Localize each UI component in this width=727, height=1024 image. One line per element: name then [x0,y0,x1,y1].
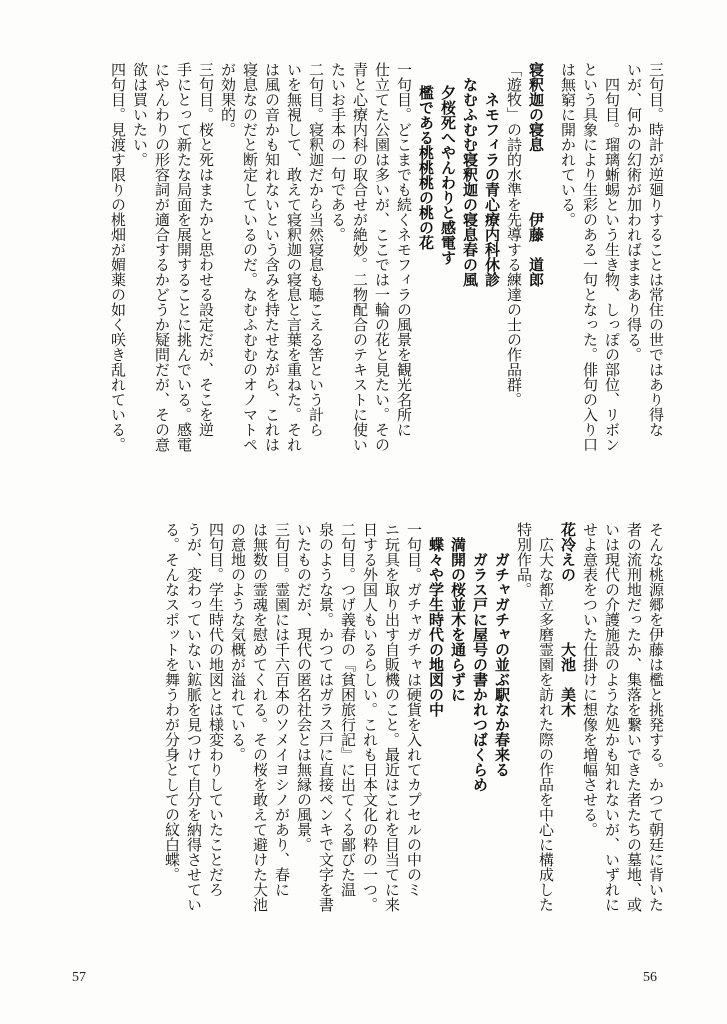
right-page-lower-text [163,522,667,952]
text-line: 欲は買いたい。 [131,62,149,167]
section-author: 大池 美木 [559,642,577,717]
text-line: 日する外国人もいるらしい。これも日本文化の粋の一つ。 [361,522,379,912]
haiku-line: 檻である桃桃桃の桃の花 [417,84,435,250]
text-line: たいお手本の一句である。 [329,62,347,242]
haiku-line: ガチャガチャの並ぶ駅なか春来る [493,552,511,777]
text-line: うが、変わっていない鉱脈を見つけて自分を納得させてい [185,522,203,912]
haiku-line: 夕桜死へやんわりと感電す [439,84,457,265]
text-line: いを無視して、敢えて寝釈迦の寝息と言葉を重ねた。それ [285,62,303,452]
text-line: は無数の霊魂を慰めてくれる。その桜を敢えて避けた大池 [251,522,269,912]
text-line: 者の流刑地だったか、集落を繋いできた者たちの墓地、或 [625,522,643,912]
section-intro: 広大な都立多磨霊園を訪れた際の作品を中心に構成した [537,537,555,912]
page-number-left: 57 [72,970,86,985]
text-line: そんな桃源郷を伊藤は檻と挑発する。かつて朝廷に背いた [647,522,665,912]
section-title-text: 寝釈迦の寝息 [527,62,545,152]
text-line: が効果的。 [219,62,237,137]
section-title [557,522,579,952]
text-line: 一句目。どこまでも続くネモフィラの風景を観光名所に [395,62,413,437]
text-line: 一句目。ガチャガチャは硬貨を入れてカプセルの中のミ [405,522,423,897]
text-line: は風の音かも知れないという含みを持たせながら、これは [263,62,281,452]
text-line: いは現代の介護施設のような処かも知れないが、いずれに [603,522,621,912]
text-line: 二句目。つげ義春の『貧困旅行記』に出てくる鄙びた温 [339,522,357,897]
text-line: 四句目。瑠璃蜥蜴という生き物、しっぽの部位、リボン [603,77,621,452]
text-line: 手にとって新たな局面を展開することに挑んでいる。感電 [175,62,193,452]
text-line: という具象により生彩のある一句となった。俳句の入り口 [581,62,599,452]
text-line: 三句目。霊園には千六百本のソメイヨシノがあり、春に [273,522,291,897]
section-intro: 特別作品。 [515,522,533,597]
page-number-right: 56 [643,970,657,985]
text-line: ニ玩具を取り出す自販機のこと。最近はこれを目当てに来 [383,522,401,912]
left-page-upper-text [109,62,547,492]
haiku-line: なむふむむ寝釈迦の寝息春の風 [461,77,479,287]
text-line: 寝息なのだと断定しているのだ。なむふむむのオノマトペ [241,62,259,452]
haiku-line: 蝶々や学生時代の地図の中 [427,537,445,717]
section-title [525,62,547,492]
text-line: 泉のような景。かつてはガラス戸に直接ペンキで文字を書 [317,522,335,912]
haiku-line: ネモフィラの青心療内科休診 [483,92,501,287]
text-line: いたものだが、現代の匿名社会とは無縁の風景。 [295,522,313,852]
text-line: 三句目。時計が逆廻りすることは常住の世ではあり得な [647,62,665,437]
text-line: 仕立てた公園は多いが、ここでは一輪の花と見たい。その [373,62,391,452]
text-line: 四句目。学生時代の地図とは様変わりしていたことだろ [207,522,225,897]
text-line: にやんわりの形容詞が適合するかどうか疑問だが、その意 [153,62,171,452]
haiku-line: ガラス戸に屋号の書かれつばくらめ [471,552,489,792]
text-line: 三句目。桜と死はまたかと思わせる設定だが、そこを逆 [197,62,215,437]
section-author: 伊藤 道郎 [527,212,545,287]
text-line: せよ意表をついた仕掛けに想像を増幅させる。 [581,522,599,837]
text-line: は無窮に開かれている。 [559,62,577,227]
text-line: 青と心療内科の取合せが絶妙。二物配合のテキストに使い [351,62,369,452]
section-title-text: 花冷えの [559,522,577,582]
text-line: 四句目。見渡す限りの桃畑が媚薬の如く咲き乱れている。 [109,62,127,452]
section-intro: 「遊牧」の詩的水準を先導する練達の士の作品群。 [505,62,523,407]
haiku-line: 満開の桜並木を通らずに [449,537,467,702]
text-line: る。そんなスポットを舞うわが分身としての紋白蝶。 [163,522,181,882]
text-line: いが、何かの幻術が加わればままあり得る。 [625,62,643,362]
right-page-upper-text [547,62,667,492]
text-line: の意地のような気概が溢れている。 [229,522,247,762]
text-line: 二句目。寝釈迦だから当然寝息も聴こえる筈という計ら [307,62,325,437]
